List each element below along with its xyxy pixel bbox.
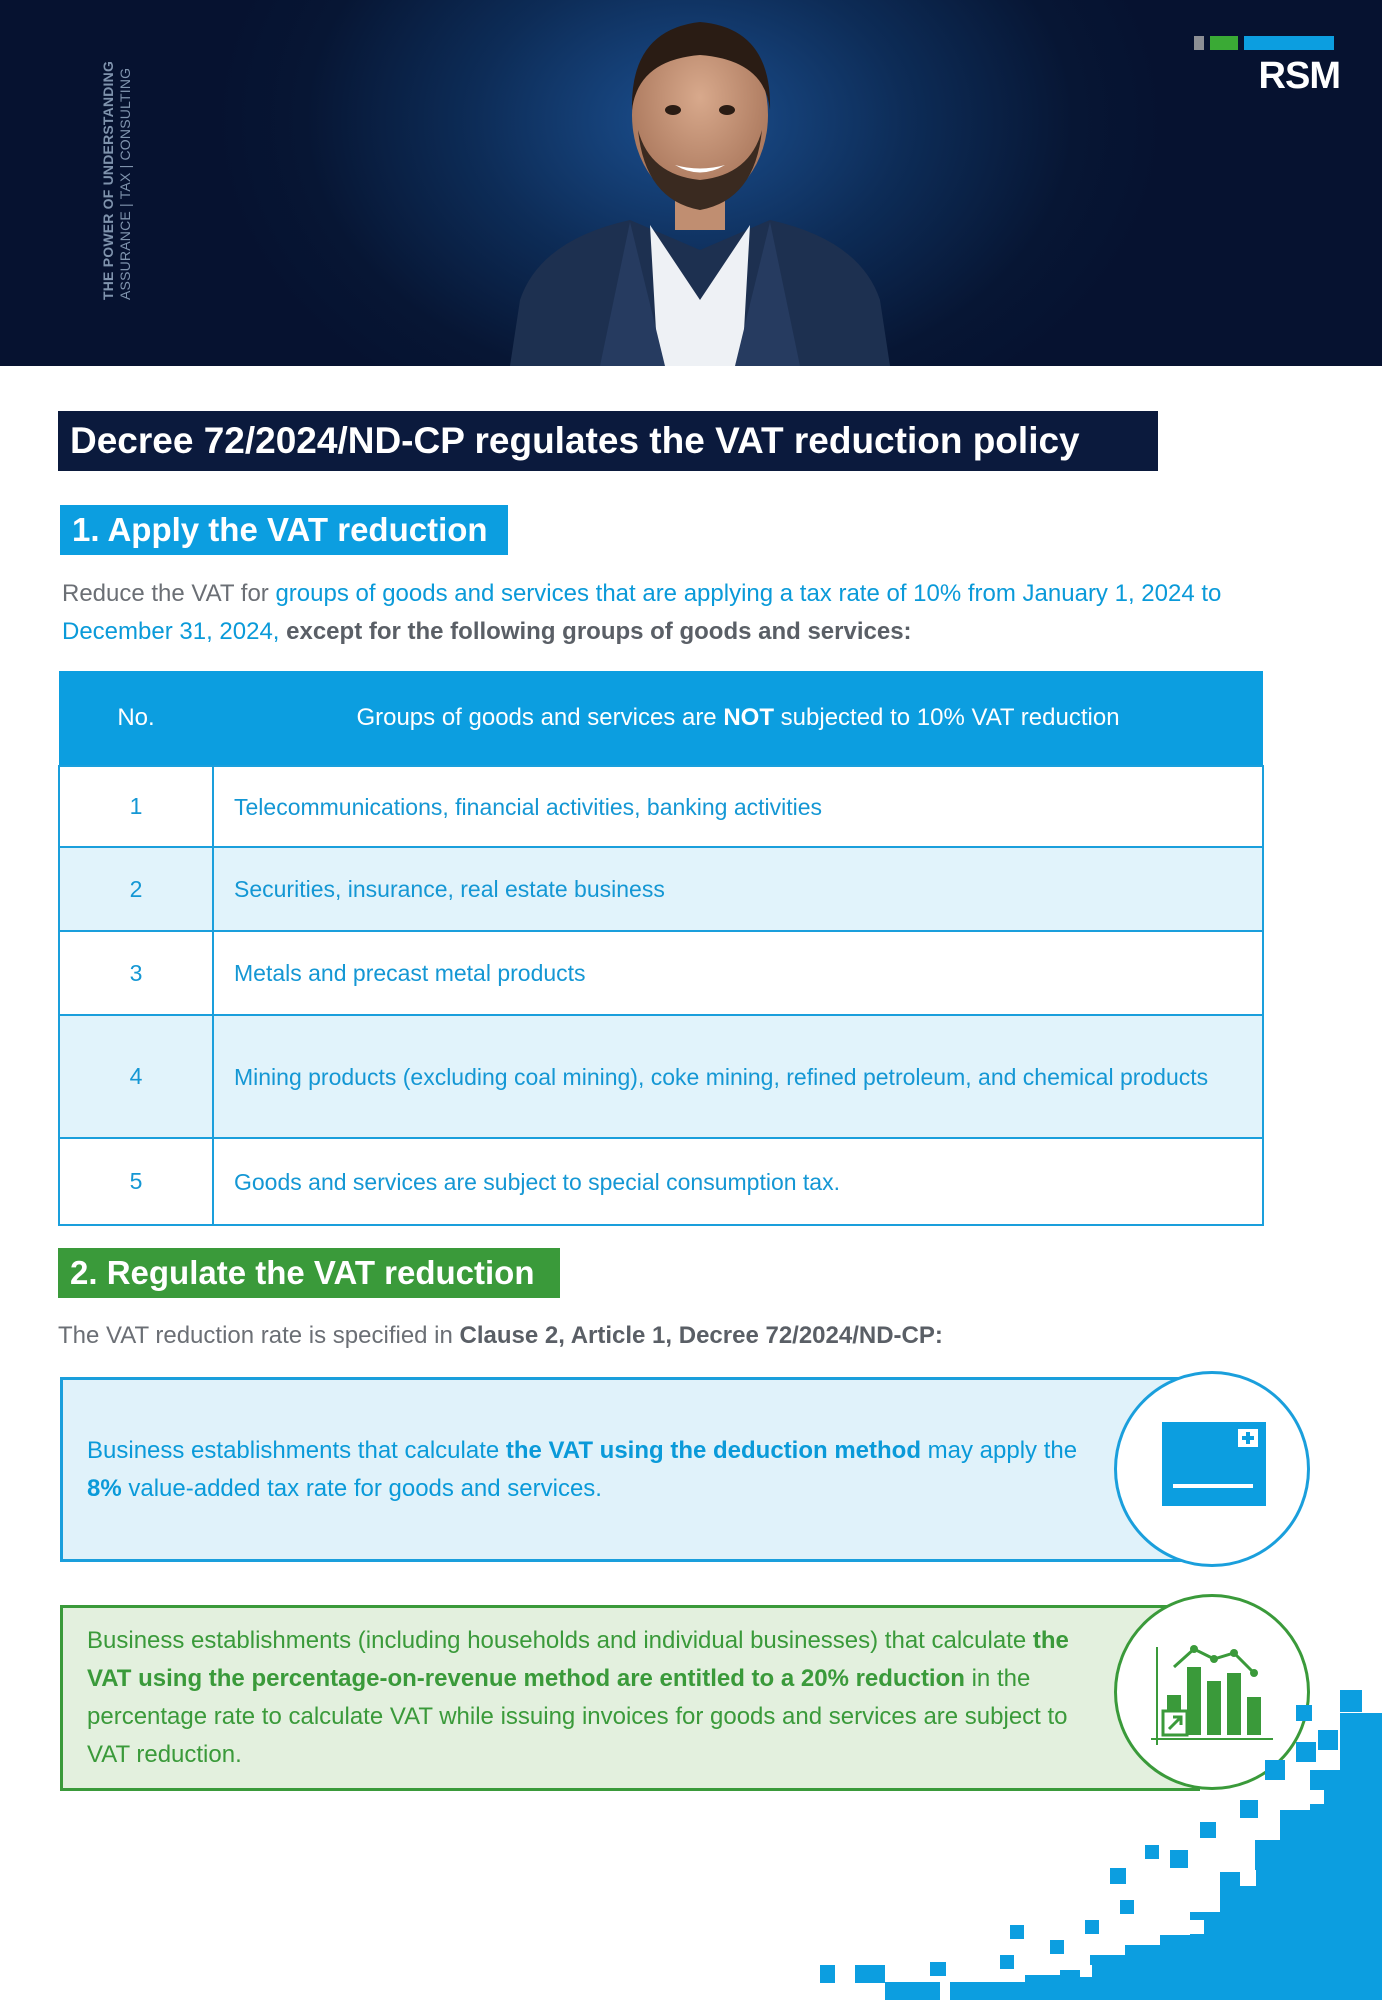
row-description: Telecommunications, financial activities, banking activities xyxy=(213,766,1263,847)
intro-bold: except for the following groups of goods and services: xyxy=(286,618,912,645)
box1-text-2: may apply the xyxy=(920,1437,1078,1464)
row-number: 2 xyxy=(59,847,213,931)
row-description: Securities, insurance, real estate business xyxy=(213,847,1263,931)
box1-bold-1: the VAT using the deduction method xyxy=(505,1437,921,1464)
intro-prefix: Reduce the VAT for xyxy=(62,580,276,607)
box2-text-2: in the percentage rate to calculate VAT while issuing invoices for goods and services are subject to VAT reduction. xyxy=(87,1665,1068,1768)
hero-banner xyxy=(0,0,1382,366)
section-2-intro xyxy=(58,1322,943,1350)
row-number: 1 xyxy=(59,766,213,847)
table-row xyxy=(59,1138,1263,1225)
percentage-method-text xyxy=(87,1622,1107,1774)
bar-chart-growth-icon xyxy=(1114,1594,1310,1790)
table-header-row xyxy=(59,671,1263,766)
deduction-method-text xyxy=(87,1432,1087,1508)
excluded-goods-table xyxy=(58,671,1264,1226)
row-description: Goods and services are subject to special consumption tax. xyxy=(213,1138,1263,1225)
tagline-line-1: THE POWER OF UNDERSTANDING xyxy=(100,60,116,300)
section-1-intro xyxy=(62,575,1262,651)
section-1-heading: 1. Apply the VAT reduction xyxy=(60,505,508,555)
intro-highlight: groups of goods and services that are applying a tax rate of 10% from January 1, 2024 to December 31, 2024, xyxy=(62,580,1222,645)
logo-bar-blue xyxy=(1244,36,1334,50)
section-2-heading: 2. Regulate the VAT reduction xyxy=(58,1248,560,1298)
portrait-image xyxy=(480,0,920,366)
percentage-method-box xyxy=(60,1605,1200,1791)
logo-text: RSM xyxy=(1258,55,1340,97)
reg-bold: Clause 2, Article 1, Decree 72/2024/ND-CP: xyxy=(459,1322,943,1349)
logo-bar-grey xyxy=(1194,36,1204,50)
deduction-method-box xyxy=(60,1377,1200,1562)
table-row xyxy=(59,1015,1263,1138)
row-description: Mining products (excluding coal mining), coke mining, refined petroleum, and chemical products xyxy=(213,1015,1263,1138)
table-row xyxy=(59,931,1263,1015)
header-text-after: subjected to 10% VAT reduction xyxy=(774,704,1120,731)
folder-plus-icon xyxy=(1114,1371,1310,1567)
table-row xyxy=(59,847,1263,931)
row-number: 3 xyxy=(59,931,213,1015)
row-number: 4 xyxy=(59,1015,213,1138)
column-header-no: No. xyxy=(59,671,213,766)
tagline xyxy=(100,61,134,300)
box2-text-1: Business establishments (including households and individual businesses) that calculate xyxy=(87,1627,1033,1654)
box1-text-1: Business establishments that calculate xyxy=(87,1437,506,1464)
box2-bold-1: the VAT using the percentage-on-revenue method are entitled to a 20% reduction xyxy=(87,1627,1069,1692)
row-number: 5 xyxy=(59,1138,213,1225)
column-header-groups xyxy=(213,671,1263,766)
box1-bold-rate: 8% xyxy=(87,1475,122,1502)
box1-text-3: value-added tax rate for goods and services. xyxy=(121,1475,602,1502)
tagline-line-2: ASSURANCE | TAX | CONSULTING xyxy=(117,67,133,300)
header-text-not: NOT xyxy=(723,704,774,731)
rsm-logo xyxy=(1194,36,1340,96)
header-text-before: Groups of goods and services are xyxy=(356,704,724,731)
logo-bars xyxy=(1194,36,1340,50)
table-row xyxy=(59,766,1263,847)
reg-prefix: The VAT reduction rate is specified in xyxy=(58,1322,460,1349)
row-description: Metals and precast metal products xyxy=(213,931,1263,1015)
logo-bar-green xyxy=(1210,36,1238,50)
page-title: Decree 72/2024/ND-CP regulates the VAT reduction policy xyxy=(58,411,1158,471)
